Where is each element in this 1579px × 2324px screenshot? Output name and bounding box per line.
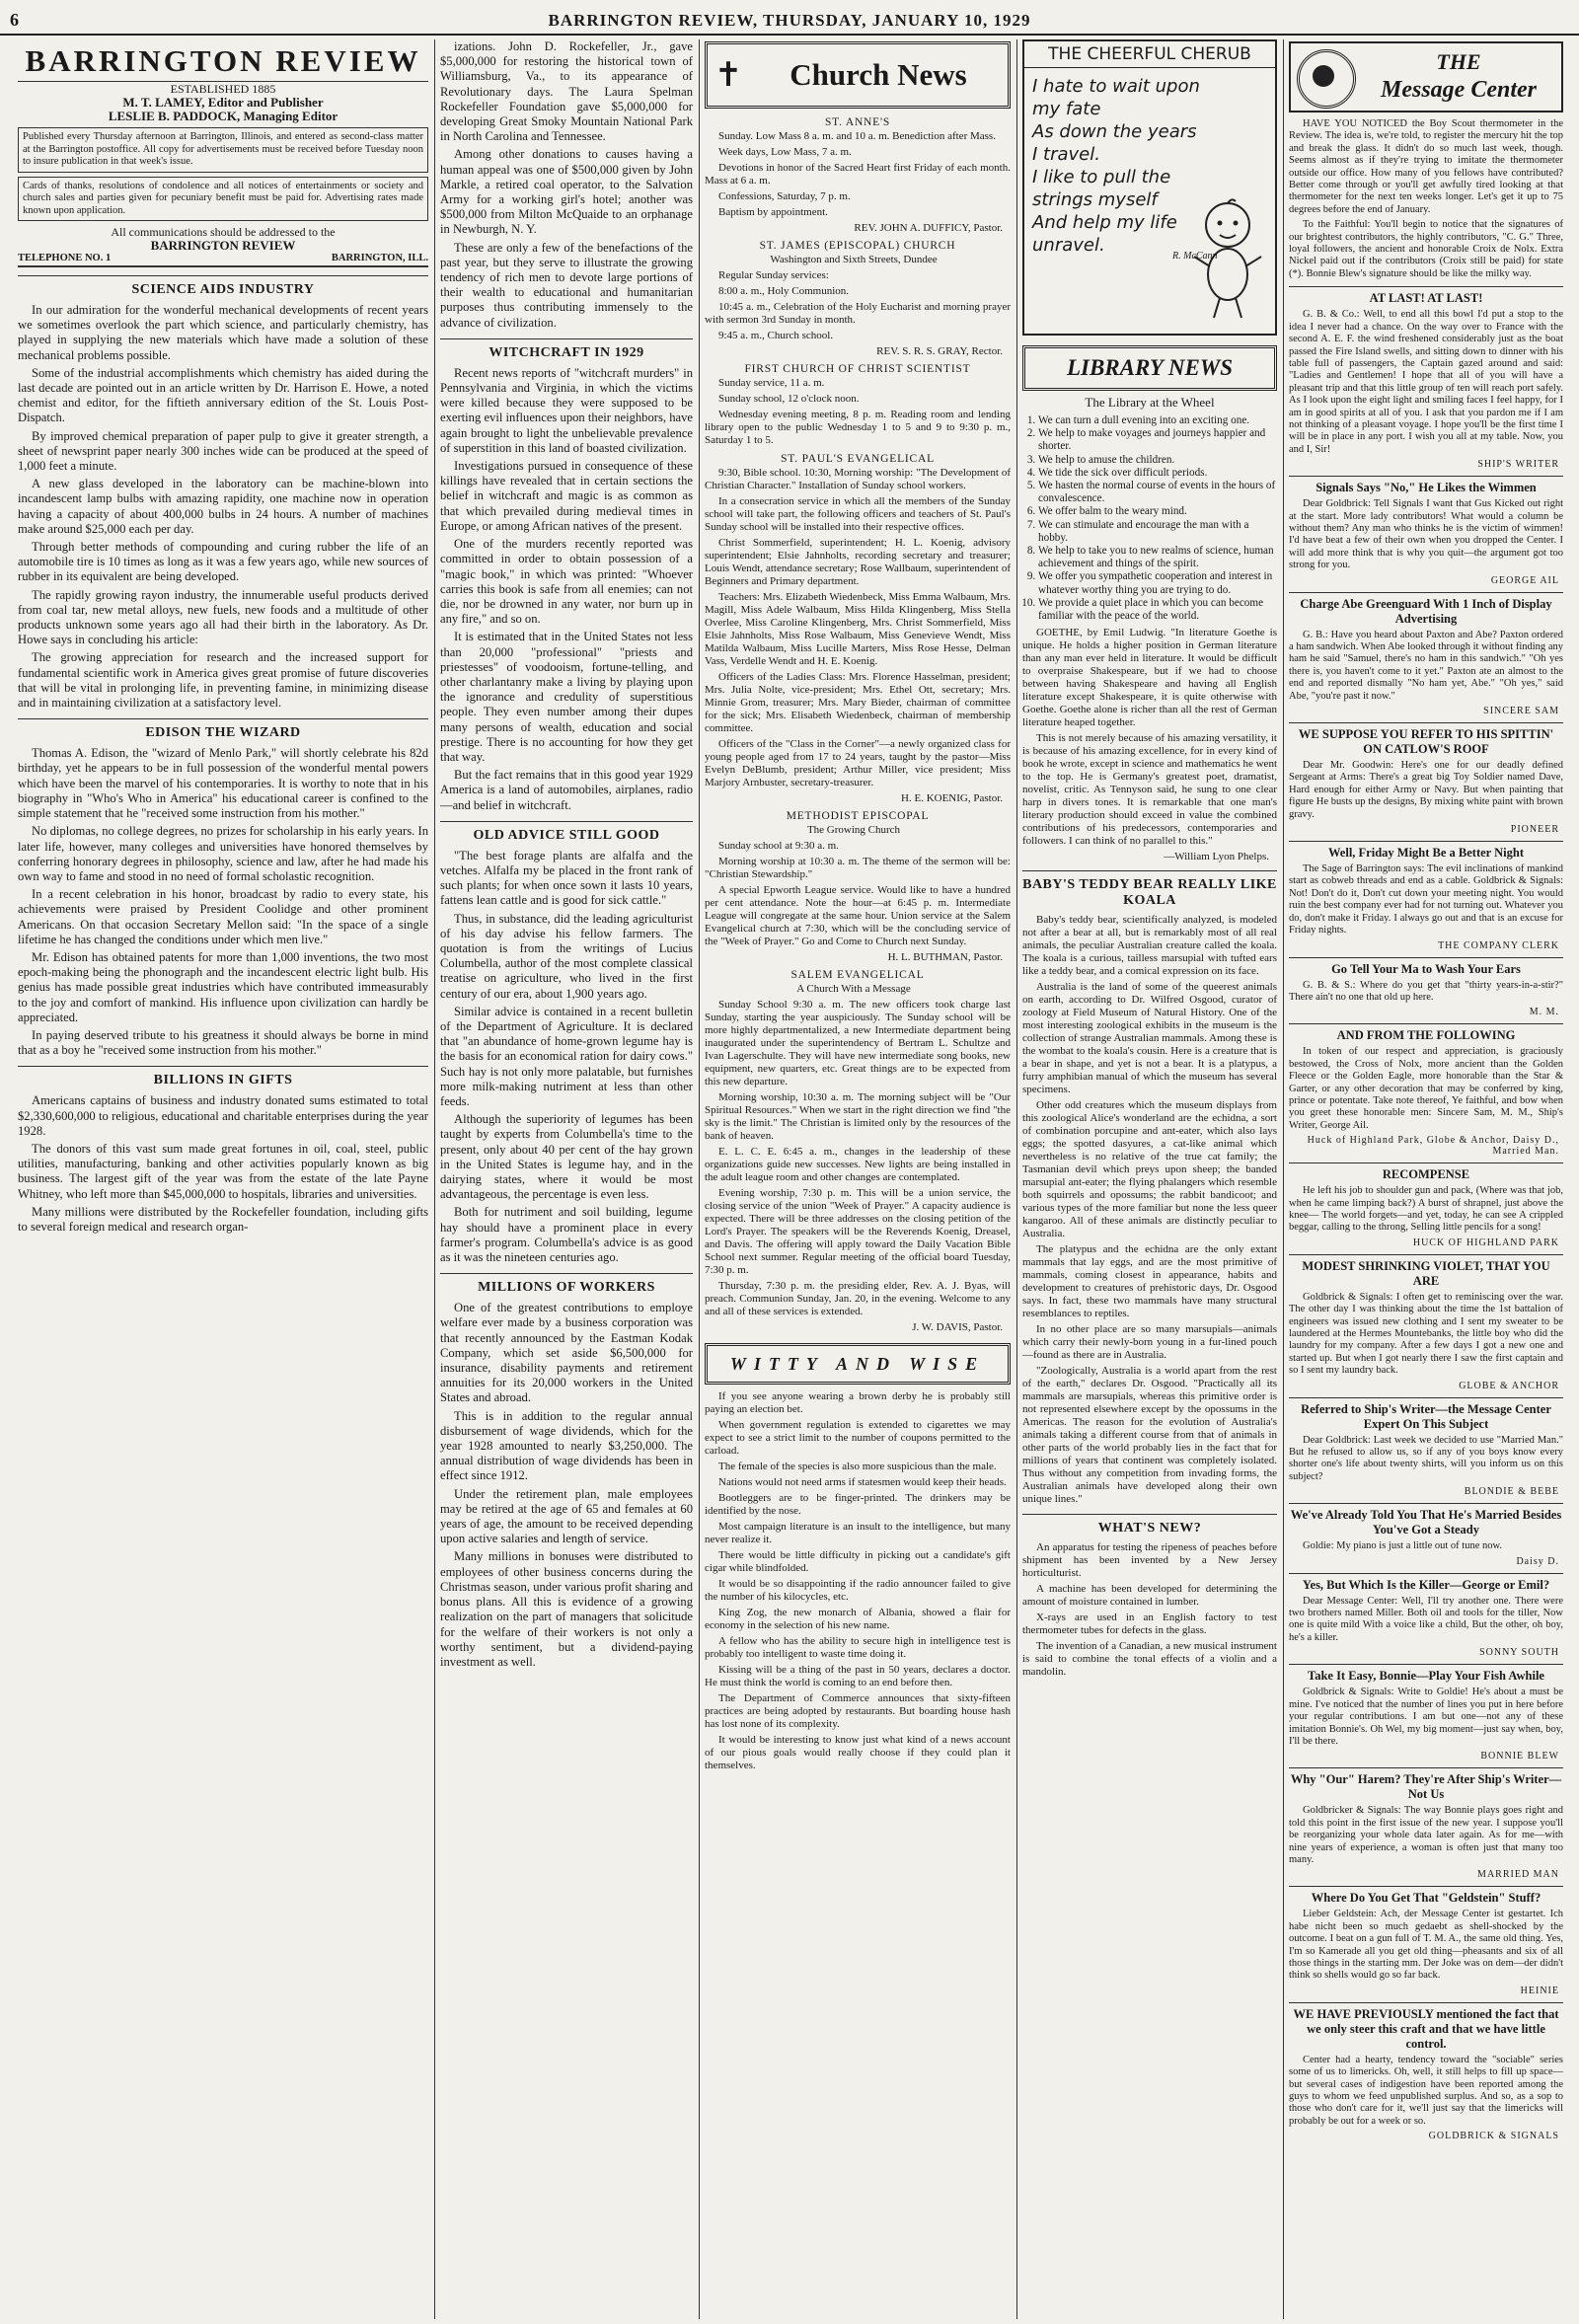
entry-headline: Why "Our" Harem? They're After Ship's Writer—Not Us bbox=[1289, 1767, 1563, 1802]
cherub-verse bbox=[1032, 75, 1200, 257]
church-news-header bbox=[705, 41, 1011, 109]
edison-article bbox=[18, 746, 428, 1058]
entry-headline: Go Tell Your Ma to Wash Your Ears bbox=[1289, 957, 1563, 977]
witchcraft-headline: WITCHCRAFT IN 1929 bbox=[440, 338, 693, 361]
paragraph: Christ Sommerfield, superintendent; H. L. Koenig, advisory superintendent; Elsie Jahnholts, recording secretary and treasurer; Louis Wendt, attendance secretary; Rose Wallbaum, superintendent of Beginners and Primary department. bbox=[705, 537, 1011, 587]
paragraph: Some of the industrial accomplishments which chemistry has aided during the last decade are pointed out in an article written by Dr. Harrison E. Howe, a noted chemist and editor, for the fiftieth anniversary edition of the St. Louis Post-Dispatch. bbox=[18, 365, 428, 425]
paragraph: When government regulation is extended to cigarettes we may expect to see a strict limit to the number of coupons permitted to the carload. bbox=[705, 1419, 1011, 1457]
paragraph: Although the superiority of legumes has been taught by experts from Columbella's time to the present, only about 40 per cent of the hay grown in the United States is legume hay, and in the dairying states, where it would be most advantageous, the percentage is even less. bbox=[440, 1112, 693, 1202]
paragraph: This is not merely because of his amazing versatility, it is because of his amazing excellence, for in every kind of book he wrote, except in science and mathematics he went to the top. He is Germany's greatest poet, dramatist, novelist, critic. As Tennyson said, he sung to one clear harp in divers tones. It is remarkable that one man's literary production should exceed in value the combined contributions of his predecessors, contemporaries and followers. I can think of no parallel to this." bbox=[1022, 732, 1277, 848]
paragraph: Confessions, Saturday, 7 p. m. bbox=[718, 190, 851, 202]
paragraph: Most campaign literature is an insult to the intelligence, but many never realize it. bbox=[705, 1521, 1011, 1545]
paragraph: Nations would not need arms if statesmen would keep their heads. bbox=[718, 1476, 1007, 1488]
paragraph: But the fact remains that in this good year 1929 America is a land of automobiles, airplanes, radio—and belief in witchcraft. bbox=[440, 768, 693, 812]
paragraph: Thursday, 7:30 p. m. the presiding elder, Rev. A. J. Byas, will preach. Communion Sunday, Jan. 20, in the evening. Welcome to any and all of these services is extended. bbox=[705, 1280, 1011, 1317]
methodist-pastor: H. L. BUTHMAN, Pastor. bbox=[887, 951, 1003, 963]
paragraph: The donors of this vast sum made great fortunes in oil, coal, steel, public utilities, manufacturing, banking and other activities popularly known as big business. The largest gift of the year was from the estate of the late Payne Whitney, who left more than $45,000,000 to hospitals, libraries and universities. bbox=[18, 1141, 428, 1201]
contact-line bbox=[18, 253, 428, 267]
paragraph: Sunday School 9:30 a. m. The new officers took charge last Sunday, starting the year auspiciously. The Sunday school will be more highly departmentalized, a new Intermediate department being inaugurated under the superintendency of Bertram L. Schultze and Ivan Lagerschulte. They will have new intermediate song books, new equipment, new quarters, etc. Great things are to be expected from this new departure. bbox=[705, 999, 1011, 1087]
entry-body: G. B.: Have you heard about Paxton and Abe? Paxton ordered a ham sandwich. When Abe looked through it without finding any ham he said "Samuel, there's no ham in this sandwich." "Oh yes there is, you haven't come to it yet." Paxton ate an almost to the end and reported dismally "No ham yet, Abe." "Oh yes," said Abe, "you're past it now." bbox=[1289, 629, 1563, 702]
gifts-article bbox=[18, 1093, 428, 1235]
entry-headline: Referred to Ship's Writer—the Message Center Expert On This Subject bbox=[1289, 1397, 1563, 1432]
paragraph: 10:45 a. m., Celebration of the Holy Eucharist and morning prayer with sermon 3rd Sunday in month. bbox=[705, 301, 1011, 326]
message-center-title-1: THE bbox=[1436, 49, 1481, 74]
page-folio bbox=[0, 8, 1579, 36]
cheerful-cherub-title: THE CHEERFUL CHERUB bbox=[1024, 41, 1275, 68]
entry-signature: HEINIE bbox=[1520, 1985, 1559, 1996]
whats-new-headline: WHAT'S NEW? bbox=[1022, 1514, 1277, 1537]
list-item: 7. We can stimulate and encourage the man with a hobby. bbox=[1038, 519, 1277, 545]
paragraph: If you see anyone wearing a brown derby he is probably still paying an election bet. bbox=[705, 1390, 1011, 1415]
paragraph: "The best forage plants are alfalfa and the vetches. Alfalfa my be placed in the front rank of such plants; for when once sown it lasts 10 years, fattens lean cattle and is good for sick cattle." bbox=[440, 848, 693, 908]
cherub-signature: R. McCann bbox=[1172, 251, 1218, 262]
entry-signature: PIONEER bbox=[1510, 824, 1559, 836]
list-item: 2. We help to make voyages and journeys happier and shorter. bbox=[1038, 427, 1277, 453]
paragraph: Among other donations to causes having a human appeal was one of $500,000 given by John Markle, a retired coal operator, to the Salvation Army for a working girl's hotel; another was $500,000 from Milton McQuaide to an orphanage in Newburgh, N. Y. bbox=[440, 147, 693, 237]
column-2 bbox=[434, 39, 699, 2319]
paragraph: It would be interesting to know just what kind of a news account of our pious goals would really choose if they could plan it themselves. bbox=[705, 1734, 1011, 1771]
entry-body: Goldbricker & Signals: The way Bonnie plays goes right and told this point in the first issue of the new year. I suppose you'll be reorganizing your whole data later again. As for me—with nine years of experience, a woman is often just that many too many. bbox=[1289, 1805, 1563, 1865]
entry-headline: Signals Says "No," He Likes the Wimmen bbox=[1289, 476, 1563, 495]
telephone: TELEPHONE NO. 1 bbox=[18, 253, 112, 263]
paragraph: Morning worship, 10:30 a. m. The morning subject will be "Our Spiritual Resources." When we start in the right direction we find "the sky is the limit." The Christian is limited only by the resources of the bank of heaven. bbox=[705, 1091, 1011, 1142]
entry-headline: AND FROM THE FOLLOWING bbox=[1289, 1023, 1563, 1043]
entry-signature: Daisy D. bbox=[1516, 1555, 1559, 1567]
paragraph: It is estimated that in the United States not less than 20,000 "professional" "priests and priestesses" of voodooism, fortune-telling, and other charlantanry make a living by playing upon the ignorance and credulity of superstitious people. They even number among their dupes many persons of wealth, education and social prestige. There is no accounting for how they get that way. bbox=[440, 630, 693, 764]
st-james-location: Washington and Sixth Streets, Dundee bbox=[770, 254, 938, 265]
paragraph: Morning worship at 10:30 a. m. The theme of the sermon will be: "Christian Stewardship." bbox=[705, 856, 1011, 880]
publication-notice: Published every Thursday afternoon at Barrington, Illinois, and entered as second-class matter at the Barrington postoffice. All copy for advertisements must be received before Tuesday noon to insure publication in that week's issue. bbox=[18, 127, 428, 173]
entry-signature: GEORGE AIL bbox=[1490, 574, 1559, 586]
witchcraft-article bbox=[440, 366, 693, 813]
library-news-header: LIBRARY NEWS bbox=[1022, 345, 1277, 391]
cheerful-cherub-box bbox=[1022, 39, 1277, 336]
masthead-title: BARRINGTON REVIEW bbox=[18, 39, 428, 82]
paragraph: X-rays are used in an English factory to test thermometer tubes for defects in the glass. bbox=[1022, 1612, 1277, 1637]
message-center-header bbox=[1289, 41, 1563, 112]
advice-headline: OLD ADVICE STILL GOOD bbox=[440, 821, 693, 844]
paragraph: Devotions in honor of the Sacred Heart first Friday of each month. Mass at 6 a. m. bbox=[705, 162, 1011, 187]
entry-headline: AT LAST! AT LAST! bbox=[1289, 286, 1563, 306]
verse-line: I hate to wait upon bbox=[1032, 76, 1200, 97]
paragraph: Under the retirement plan, male employees may be retired at the age of 65 and females at 60 years of age, the amount to be received depending upon active salaries and length of service. bbox=[440, 1486, 693, 1546]
list-item: 4. We tide the sick over difficult periods. bbox=[1038, 467, 1277, 480]
entry-headline: Yes, But Which Is the Killer—George or Emil? bbox=[1289, 1573, 1563, 1593]
paragraph: It would be so disappointing if the radio announcer failed to give the number of his kilocycles, etc. bbox=[705, 1578, 1011, 1603]
st-annes-heading: ST. ANNE'S bbox=[824, 116, 891, 128]
advertising-rates: Cards of thanks, resolutions of condolence and all notices of entertainments or society and church sales and parties given for pecuniary benefit must be paid for. Advertising rates made known upon application. bbox=[18, 177, 428, 222]
entry-body: Dear Goldbrick: Tell Signals I want that Gus Kicked out right at the start. More lady contributors! What would a column be without them? Any man who thinks he is the victim of wimmen! I'd have beat a few of their own when you dropped the Center. I will add more think that is why you quit—the argument got too strong for you. bbox=[1289, 498, 1563, 571]
koala-article bbox=[1022, 914, 1277, 1506]
paragraph: In no other place are so many marsupials—animals which carry their newly-born young in a fur-lined pouch—found as there are in Australia. bbox=[1022, 1323, 1277, 1362]
page-number: 6 bbox=[10, 10, 20, 30]
entry-headline: RECOMPENSE bbox=[1289, 1162, 1563, 1182]
paragraph: Investigations pursued in consequence of these killings have revealed that in certain sections the belief in witchcraft and magic is as common as that which prevailed during medieval times in Europe, or among African natives of the present. bbox=[440, 459, 693, 533]
st-pauls-pastor: H. E. KOENIG, Pastor. bbox=[901, 792, 1003, 804]
st-annes-pastor: REV. JOHN A. DUFFICY, Pastor. bbox=[854, 222, 1003, 234]
paragraph: Officers of the Ladies Class: Mrs. Florence Hasselman, president; Mrs. Julia Nolte, vice-president; Mrs. Ethel Ott, secretary; Mrs. Minnie Grom, treasurer; Mrs. Mary Bieder, chairman of committee for the sick; Mrs. Elisabeth Wiedenbeck, chairman of membership committee. bbox=[705, 671, 1011, 734]
goethe-review bbox=[1022, 627, 1277, 848]
entry-signature: GLOBE & ANCHOR bbox=[1459, 1380, 1559, 1391]
paragraph: Thus, in substance, did the leading agriculturist of his day advise his fellow farmers. The quotation is from the writings of Lucius Columbella, author of the most complete classical treatise on agriculture, who lived in the first century of our era, about 1,900 years ago. bbox=[440, 911, 693, 1001]
paragraph: In a recent celebration in his honor, broadcast by radio to every state, his achievements were praised by President Coolidge and other prominent Americans. On that occasion Secretary Mellon said: "In the space of a single lifetime he has changed the conditions under which men live." bbox=[18, 887, 428, 946]
paragraph: One of the greatest contributions to employe welfare ever made by a business corporation was that recently announced by the Eastman Kodak Company, which set aside $6,500,000 for insurance, disability payments and retirement annuities for its 20,000 workers in the United States and abroad. bbox=[440, 1301, 693, 1405]
paragraph: Other odd creatures which the museum displays from this zoological Alice's wonderland are the echidna, a sort of combination porcupine and ant-eater, which also lays eggs; the spotted dasyures, a cat-like animal which nevertheless is no relative of the true cat family; the Tasmanian devil which preys upon sheep; the banded marsupial ant-eater; the flying phalangers which resemble both squirrels and opossums; the rabbit bandicoot; and various types of the more familiar but none the less queer kangaroo. All of these animals are distinctly peculiar to Australia. bbox=[1022, 1099, 1277, 1240]
methodist-subheading: The Growing Church bbox=[806, 824, 901, 836]
whats-new-items bbox=[1022, 1541, 1277, 1679]
verse-line: And help my life bbox=[1032, 212, 1177, 233]
paragraph: Americans captains of business and industry donated sums estimated to total $2,330,600,000 to religious, educational and charitable enterprises during the year 1928. bbox=[18, 1093, 428, 1138]
seal-icon bbox=[1297, 49, 1356, 109]
gifts-article-continued bbox=[440, 39, 693, 331]
paragraph: Baby's teddy bear, scientifically analyzed, is modeled not after a bear at all, but is remarkably most of all real animals, the peculiar Australian creature called the koala. The koala is a curious, tailless marsupial with tufted ears like a teddy bear, and a comical expression on its face. bbox=[1022, 914, 1277, 978]
address-name: BARRINGTON REVIEW bbox=[150, 238, 296, 253]
entry-headline: WE HAVE PREVIOUSLY mentioned the fact that we only steer this craft and that we have little control. bbox=[1289, 2002, 1563, 2052]
paragraph: There would be little difficulty in picking out a candidate's gift cigar while blindfolded. bbox=[705, 1549, 1011, 1574]
paragraph: The growing appreciation for research and the increased support for fundamental scientific work in America gives great promise of future discoveries that will be vital in prolonging life, in preventing famine, in minimizing disease and in maintaining civilization at a satisfactory level. bbox=[18, 650, 428, 711]
paragraph: A fellow who has the ability to secure high in intelligence test is probably too intelligent to waste time doing it. bbox=[705, 1635, 1011, 1660]
paragraph: A machine has been developed for determining the amount of moisture contained in lumber. bbox=[1022, 1583, 1277, 1609]
paragraph: The platypus and the echidna are the only extant mammals that lay eggs, and are the most primitive of mammals, coming closest in appearance, habits and development to creatures of prehistoric days, Dr. Osgood says. In fact, these two mammals have many structural resemblances to reptiles. bbox=[1022, 1243, 1277, 1320]
entry-headline: Where Do You Get That "Geldstein" Stuff? bbox=[1289, 1886, 1563, 1906]
paragraph: The rapidly growing rayon industry, the innumerable useful products derived from coal tar, new metal alloys, new fuels, new foods and a multitude of other products unknown some years ago all had their birth in the laboratory. As Dr. Howe says in concluding his article: bbox=[18, 587, 428, 647]
paragraph: In paying deserved tribute to his greatness it should always be borne in mind that as a boy he "received some instruction from his mother." bbox=[18, 1027, 428, 1058]
christ-scientist-notice bbox=[705, 377, 1011, 447]
verse-line: I travel. bbox=[1032, 144, 1100, 165]
witty-and-wise-items bbox=[705, 1390, 1011, 1772]
christ-scientist-heading: FIRST CHURCH OF CHRIST SCIENTIST bbox=[744, 363, 971, 375]
column-4 bbox=[1016, 39, 1283, 2319]
paragraph: "Zoologically, Australia is a world apart from the rest of the earth," declares Dr. Osgood. "Practically all its mammals are marsupials, whereas this primitive order is not represented elsewhere except by the opossums in the Americas. The reason for the evolution of Australia's animals taking a different course from that of animals in other parts of the world probably lies in the fact that for millions of years that continent was completely isolated. Thus without any competition from invading forms, the Australian animals have developed along their own unique lines." bbox=[1022, 1365, 1277, 1506]
paragraph: 9:30, Bible school. 10:30, Morning worship: "The Development of Christian Character." Installation of Sunday school workers. bbox=[705, 467, 1011, 491]
entry-headline: We've Already Told You That He's Married Besides You've Got a Steady bbox=[1289, 1503, 1563, 1537]
paragraph: Evening worship, 7:30 p. m. This will be a union service, the closing service of the union "Week of Prayer." A capacity audience is expected. There will be three addresses on the closing petition of the Lord's Prayer. The speakers will be the Reverends Koenig, Dreasel, and Davis. The offering will apply toward the Daily Vacation Bible School next summer. Regular meeting of the official board Tuesday, 7:30 p. m. bbox=[705, 1187, 1011, 1276]
list-item: 8. We help to take you to new realms of science, human achievement and things of the spirit. bbox=[1038, 545, 1277, 570]
paragraph: A special Epworth League service. Would like to have a hundred per cent attendance. Note the hour—at 6:45 p. m. Intermediate League will congregate at the same hour. Union service at the Salem Evangelical church at 7:30, which will be the concluding service of the "Week of Prayer." Go and Come to Church next Sunday. bbox=[705, 884, 1011, 947]
entry-body: G. B. & S.: Where do you get that "thirty years-in-a-stir?" There ain't no one that old up here. bbox=[1289, 979, 1563, 1003]
entry-body: Goldbrick & Signals: I often get to reminiscing over the war. The other day I was thinking about the time the 1st battalion of engineers was issued new clothing and I sent my sweater to be laundered at the Hermes Mountebanks, the little boy who did the laundry for my company. After a few days I got a new one and started up. But when I got nearly there I saw the first captain and so I sent my laundry back. bbox=[1289, 1291, 1563, 1377]
salem-notice bbox=[705, 999, 1011, 1318]
entry-signature: THE COMPANY CLERK bbox=[1438, 939, 1559, 951]
science-article bbox=[18, 303, 428, 711]
column-1 bbox=[12, 39, 434, 2319]
paragraph: Bootleggers are to be finger-printed. The drinkers may be identified by the nose. bbox=[705, 1492, 1011, 1517]
paragraph: Similar advice is contained in a recent bulletin of the Department of Agriculture. It is declared that "an abundance of home-grown legume hay is the basis for an economical ration for dairy cows." Such hay is not only more palatable, but furnishes more milk-making nutriment at less than other feeds. bbox=[440, 1004, 693, 1108]
paragraph: To the Faithful: You'll begin to notice that the signatures of our brightest contributors, the highly contributors, "C. G." Three, loyal followers, the ancient and honorable Croix de Nolx. Extra Nickel paid out if the contributors (Croix still be paid) for state (*). Bonnie Blew's signature should be like the milky way. bbox=[1289, 219, 1563, 279]
entry-signature: M. M. bbox=[1529, 1007, 1559, 1018]
advice-article bbox=[440, 849, 693, 1265]
church-news-title: Church News bbox=[790, 57, 967, 92]
paragraph: izations. John D. Rockefeller, Jr., gave $5,000,000 for restoring the historical town of Williamsburg, Va., to its appearance of Revolutionary days. The Laura Spelman Rockefeller Foundation gave $5,000,000 for developing Great Smoky Mountain National Park in North Carolina and Tennessee. bbox=[440, 39, 693, 144]
st-james-notice bbox=[705, 269, 1011, 342]
list-item: 5. We hasten the normal course of events in the hours of convalescence. bbox=[1038, 480, 1277, 505]
methodist-notice bbox=[705, 840, 1011, 948]
entry-body: Dear Goldbrick: Last week we decided to use "Married Man." But he refused to allow us, so if any of you boys know every shorter one's life about twenty shirts, will you inform us on this subject? bbox=[1289, 1434, 1563, 1482]
workers-article bbox=[440, 1301, 693, 1670]
verse-line: As down the years bbox=[1032, 121, 1197, 142]
entry-body: Goldbrick & Signals: Write to Goldie! He's about a must be mine. I've noticed that the number of lines you put in here before your regular contributions. I am but one—not any of these imitation Bonnie's. Oh Wel, my big moment—just say when, boy, I'll be there. bbox=[1289, 1687, 1563, 1747]
entry-body: In token of our respect and appreciation, is graciously bestowed, the Cross of Nolx, more ancient than the Golden Fleece or the Golden Eagle, more honorable than the Star & Garter, or any other decoration that may be conferred by king, prince or potentate. Take note thereof, Ye faithful, and bow when you greet these honorable men: Sincere Sam, M. M., Ship's Writer, George Ail. bbox=[1289, 1046, 1563, 1131]
paragraph: Many millions in bonuses were distributed to employees of other business concerns during the Christmas season, under various profit sharing and bonus plans. All this is evidence of a growing realization on the part of managers that solicitude for the welfare of their workers is not only a worthy sentiment, but a dividend-paying investment as well. bbox=[440, 1549, 693, 1669]
paragraph: Week days, Low Mass, 7 a. m. bbox=[718, 146, 852, 158]
entry-headline: Take It Easy, Bonnie—Play Your Fish Awhile bbox=[1289, 1664, 1563, 1684]
paragraph: Australia is the land of some of the queerest animals on earth, according to Dr. Wilfred Osgood, curator of zoology at Field Museum of Natural History. One of the most interesting zoological exhibits in the museum is the collection of strange Australian mammals. Among these is the wombat to the koala's cousin. Here is a creature that is a bear in shape, and yet is not a bear. It is a platypus, a furry amphibian manual of which the museum has several specimens. bbox=[1022, 981, 1277, 1096]
column-3 bbox=[699, 39, 1016, 2319]
koala-headline: BABY'S TEDDY BEAR REALLY LIKE KOALA bbox=[1022, 870, 1277, 909]
science-headline: SCIENCE AIDS INDUSTRY bbox=[18, 275, 428, 298]
gifts-headline: BILLIONS IN GIFTS bbox=[18, 1066, 428, 1088]
paragraph: No diplomas, no college degrees, no prizes for scholarship in his early years. In later life, however, many colleges and universities have honored themselves by conferring honorary degrees in philosophy, science and law, after he had made his own way to fame and stood in no need of formal scholastic recognition. bbox=[18, 824, 428, 883]
paragraph: GOETHE, by Emil Ludwig. "In literature Goethe is unique. He holds a higher position in German literature than any man ever held in literature. It would be difficult to overpraise Shakespeare, but if we had to choose between having Shakespeare and having all English literature except Shakespeare, it is quite otherwise with Goethe. Goethe alone is richer than all the rest of German literature heaped together. bbox=[1022, 627, 1277, 729]
list-item: 1. We can turn a dull evening into an exciting one. bbox=[1038, 414, 1277, 427]
salem-subheading: A Church With a Message bbox=[796, 983, 911, 995]
paragraph: This is in addition to the regular annual disbursement of wage dividends, which for the year 1928 amounted to nearly $3,250,000. The annual distribution of wage dividends has been in effect since 1912. bbox=[440, 1408, 693, 1483]
entry-signature: Huck of Highland Park, Globe & Anchor, Daisy D., Married Man. bbox=[1307, 1135, 1559, 1158]
verse-line: unravel. bbox=[1032, 235, 1105, 256]
verse-line: I like to pull the bbox=[1032, 167, 1171, 187]
list-item: 9. We offer you sympathetic cooperation and interest in whatever worthy thing you are trying to do. bbox=[1038, 570, 1277, 596]
paragraph: Wednesday evening meeting, 8 p. m. Reading room and lending library open to the public Wednesday 1 to 5 and 9 to 9:30 p. m., Saturday 1 to 5. bbox=[705, 409, 1011, 446]
entry-signature: HUCK OF HIGHLAND PARK bbox=[1412, 1237, 1559, 1248]
salem-pastor: J. W. DAVIS, Pastor. bbox=[912, 1321, 1003, 1333]
entry-signature: SONNY SOUTH bbox=[1479, 1647, 1559, 1659]
message-center-title-2: Message Center bbox=[1381, 77, 1537, 103]
workers-headline: MILLIONS OF WORKERS bbox=[440, 1273, 693, 1296]
paragraph: Recent news reports of "witchcraft murders" in Pennsylvania and Virginia, in which the victims were killed because they were supposed to be exerting evil influences upon their neighbors, have again brought to light the unbelievable prevalence of superstition in this land of boasted civilization. bbox=[440, 365, 693, 455]
paragraph: The invention of a Canadian, a new musical instrument is said to combine the tonal effects of a violin and a mandolin. bbox=[1022, 1640, 1277, 1679]
paragraph: In our admiration for the wonderful mechanical developments of recent years we sometimes overlook the part which science, and particularly chemistry, has played in supplying the new materials which have made a solution of these mechanical problems possible. bbox=[18, 303, 428, 362]
paragraph: The female of the species is also more suspicious than the male. bbox=[718, 1461, 997, 1472]
masthead-editor: M. T. LAMEY, Editor and Publisher bbox=[122, 95, 324, 110]
paragraph: Through better methods of compounding and curing rubber the life of an automobile tire is 10 times as long as it was a few years ago, while new sources of rubber in its equivalent are being developed. bbox=[18, 540, 428, 584]
paragraph: A new glass developed in the laboratory can be machine-blown into incandescent lamp bulbs with amazing rapidity, one machine now in operation having a capacity of about 400,000 bulbs in 24 hours. A number of machines make around $25,000 each per day. bbox=[18, 477, 428, 536]
st-james-heading: ST. JAMES (EPISCOPAL) CHURCH bbox=[759, 240, 956, 252]
paragraph: Regular Sunday services: bbox=[718, 269, 829, 281]
message-center-intro bbox=[1289, 118, 1563, 280]
address-line: All communications should be addressed to the bbox=[111, 225, 336, 239]
edison-headline: EDISON THE WIZARD bbox=[18, 718, 428, 741]
list-item: 3. We help to amuse the children. bbox=[1038, 454, 1277, 467]
paragraph: Mr. Edison has obtained patents for more than 1,000 inventions, the two most epoch-making being the phonograph and the incandescent electric light bulb. His genius has made possible great industries which have contributed immeasurably to the joy and comfort of mankind. His influence upon civilization can hardly be appreciated. bbox=[18, 949, 428, 1024]
entry-signature: SHIP'S WRITER bbox=[1477, 459, 1559, 471]
masthead-managing-editor: LESLIE B. PADDOCK, Managing Editor bbox=[108, 109, 338, 123]
entry-body: The Sage of Barrington says: The evil inclinations of mankind start as cobweb threads and end as a cable. Goldbrick & Signals: Not! Don't do it, Don't cut down your meeting night. You would ruin the best company ever had for not turning out. Whatever you do, don't make it Friday. I always go out and that is an excuse for Friday nights. bbox=[1289, 863, 1563, 937]
paragraph: Sunday school at 9:30 a. m. bbox=[718, 840, 839, 852]
paragraph: Baptism by appointment. bbox=[718, 206, 828, 218]
paragraph: One of the murders recently reported was committed in order to obtain possession of a "magic book," in which was printed: "Whoever carries this book is safe from all enemies; can not die, nor be drowned in any water, nor burn up in any fire," and so on. bbox=[440, 537, 693, 627]
paragraph: Sunday. Low Mass 8 a. m. and 10 a. m. Benediction after Mass. bbox=[718, 130, 996, 142]
entry-body: He left his job to shoulder gun and pack, (Where was that job, when he came limping back?) A burst of shrapnel, just above the knee— The world forgets—and yet, today, he can see A crippled beggar, calling to the throng, Selling little pencils for a song! bbox=[1289, 1185, 1563, 1234]
st-annes-notice bbox=[705, 130, 1011, 219]
paragraph: Officers of the "Class in the Corner"—a newly organized class for young people aged from 17 to 24 years, taught by the pastor—Miss Evelyn DeBlumb, president; Arthur Miller, vice president; Miss Marjory Arnbuster, secretary-treasurer. bbox=[705, 738, 1011, 788]
paragraph: 8:00 a. m., Holy Communion. bbox=[718, 285, 849, 297]
entry-headline: MODEST SHRINKING VIOLET, THAT YOU ARE bbox=[1289, 1254, 1563, 1289]
entry-headline: Well, Friday Might Be a Better Night bbox=[1289, 841, 1563, 861]
paragraph: Sunday school, 12 o'clock noon. bbox=[718, 393, 860, 405]
entry-signature: BLONDIE & BEBE bbox=[1464, 1486, 1559, 1498]
library-subheading: The Library at the Wheel bbox=[1085, 395, 1215, 410]
review-signature: —William Lyon Phelps. bbox=[1164, 851, 1269, 863]
message-center-entries bbox=[1289, 286, 1563, 2141]
entry-headline: Charge Abe Greenguard With 1 Inch of Display Advertising bbox=[1289, 592, 1563, 627]
list-item: 10. We provide a quiet place in which you can become familiar with the peace of the world. bbox=[1038, 597, 1277, 623]
running-head: BARRINGTON REVIEW, THURSDAY, JANUARY 10, 1929 bbox=[548, 11, 1031, 30]
paragraph: 9:45 a. m., Church school. bbox=[718, 330, 834, 341]
paragraph: These are only a few of the benefactions of the past year, but they serve to illustrate the growing tendency of rich men to devote large portions of their wealth to educational and humanitarian purposes thus contributing immensely to the advance of civilization. bbox=[440, 240, 693, 330]
entry-body: Dear Message Center: Well, I'll try another one. There were two brothers named Miller. Both oil and tools for the tiller, Now one is quite mild With a voice like a child, But the other, oh boy, he's a killer. bbox=[1289, 1595, 1563, 1643]
entry-signature: BONNIE BLEW bbox=[1480, 1751, 1559, 1762]
paragraph: E. L. C. E. 6:45 a. m., changes in the leadership of these organizations guide new successes. New lights are being installed in the adult league room and other changes are contemplated. bbox=[705, 1146, 1011, 1183]
paragraph: HAVE YOU NOTICED the Boy Scout thermometer in the Review. The idea is, we're told, to register the mercury hit the top and break the glass. It didn't do so much last week, though. Seems almost as if they're trying to imitate the thermometer outside our office. How many of you fellows have contributed? Better come through or you'll get awfully tired looking at that thermometer for the next ten weeks longer. Let's get it up to 75 degrees before the end of January. bbox=[1289, 118, 1563, 215]
entry-body: Lieber Geldstein: Ach, der Message Center ist gestartet. Ich habe nicht been so much gedaebt as shell-shocked by the outcome. I beat on a gun full of T. M. A., the same old thing. Yes, I'm so Kamerade all you get old thing—pheasants and six of all those things in the starting mm. Der Joke was on dem—der didn't think so shells would go so far back. bbox=[1289, 1909, 1563, 1982]
st-james-rector: REV. S. R. S. GRAY, Rector. bbox=[876, 345, 1003, 357]
entry-signature: SINCERE SAM bbox=[1483, 706, 1559, 717]
entry-body: Goldie: My piano is just a little out of tune now. bbox=[1303, 1540, 1503, 1552]
paragraph: Kissing will be a thing of the past in 50 years, declares a doctor. He must think the world is coming to an end before then. bbox=[705, 1664, 1011, 1688]
paragraph: Both for nutriment and soil building, legume hay should have a prominent place in every farmer's program. Columbella's advice is as good as it was the nineteen centuries ago. bbox=[440, 1205, 693, 1265]
paragraph: In a consecration service in which all the members of the Sunday school will take part, the following officers and teachers of St. Paul's Sunday school will be installed into their respective offices. bbox=[705, 495, 1011, 533]
witty-and-wise-header: WITTY AND WISE bbox=[705, 1343, 1011, 1385]
st-pauls-heading: ST. PAUL'S EVANGELICAL bbox=[781, 453, 935, 465]
st-pauls-notice bbox=[705, 467, 1011, 789]
paragraph: Many millions were distributed by the Rockefeller foundation, including gifts to several foreign medical and research organ- bbox=[18, 1204, 428, 1234]
salem-heading: SALEM EVANGELICAL bbox=[790, 969, 925, 981]
verse-line: strings myself bbox=[1032, 189, 1158, 210]
entry-body: Center had a hearty, tendency toward the "sociable" series some of us to limericks. Oh, well, it still helps to fill up space—but several cases of indigestion have been reported among the guys to whom we feed unpublished surplus. And so, as a sop to those who don't care for it, we'll just say that the limericks will probably be out for a week or so. bbox=[1289, 2054, 1563, 2127]
city: BARRINGTON, ILL. bbox=[331, 253, 428, 263]
methodist-heading: METHODIST EPISCOPAL bbox=[786, 810, 930, 822]
paragraph: Thomas A. Edison, the "wizard of Menlo Park," will shortly celebrate his 82d birthday, yet he appears to be in full possession of the wonderful mental powers which have been the marvel of his contemporaries. It is worthy to note that in his biography in "Who's Who in America" his educational career is confined to the simple statement that he "received some instruction from his mother." bbox=[18, 746, 428, 821]
verse-line: my fate bbox=[1032, 99, 1101, 119]
list-item: 6. We offer balm to the weary mind. bbox=[1038, 505, 1277, 518]
library-list bbox=[1022, 414, 1277, 623]
masthead-established: ESTABLISHED 1885 bbox=[170, 82, 276, 96]
paragraph: Sunday service, 11 a. m. bbox=[718, 377, 825, 389]
paragraph: By improved chemical preparation of paper pulp to give it greater strength, a sheet of newsprint paper nearly 300 inches wide can be produced at the speed of 1,000 feet a minute. bbox=[18, 428, 428, 474]
column-5 bbox=[1283, 39, 1569, 2319]
paragraph: The Department of Commerce announces that sixty-fifteen practices are being adopted by restaurants. But boarding house hash has lost none of its complexity. bbox=[705, 1692, 1011, 1730]
entry-body: Dear Mr. Goodwin: Here's one for our deadly defined Sergeant at Arms: There's a great big Toy Soldier named Dave, Hard enough for either Army or Navy. But when painting that figure He busts up the designs, By mixing white paint with brown gravy. bbox=[1289, 760, 1563, 820]
entry-headline: WE SUPPOSE YOU REFER TO HIS SPITTIN' ON CATLOW'S ROOF bbox=[1289, 722, 1563, 757]
paragraph: King Zog, the new monarch of Albania, showed a flair for economy in the selection of his new name. bbox=[705, 1607, 1011, 1631]
paragraph: Teachers: Mrs. Elizabeth Wiedenbeck, Miss Emma Walbaum, Mrs. Magill, Miss Adele Walbaum, Miss Hilda Klingenberg, Miss Stella Overlee, Miss Caroline Klingenberg, Mrs. Christ Sommerfield, Miss Elsie Jahnholts, Miss Rose Walbaum, Miss Genevieve Wendt, Miss Matilda Walbaum, Miss Lucille Marters, Miss Rose Hesse, Delman Vass, Verdelle Wendt and H. E. Koenig. bbox=[705, 591, 1011, 667]
paragraph: An apparatus for testing the ripeness of peaches before shipment has been invented by a New Jersey horticulturist. bbox=[1022, 1541, 1277, 1580]
entry-body: G. B. & Co.: Well, to end all this bowl I'd put a stop to the idea I never had a chance. On the way over to France with the second A. E. F. the wind freshened considerably just as the boat passed the Fire Island swells, and sitting down to dinner with his table full of passengers, the Captain gazed around and said: "Ladies and Gentlemen! I hope that all of you will have a pleasant trip and that this little group of ten will reach port safely. As I look upon the eight light and smiling faces I feel happy, for I am in good spirits at all of you. I ask that you pardon me if I am not thinking of a pleasant voyage. I hope you'll be the first time I will be in place in any port. I wish you all at my table. Now, you and I, Sir! bbox=[1289, 309, 1563, 455]
entry-signature: MARRIED MAN bbox=[1477, 1869, 1559, 1881]
entry-signature: GOLDBRICK & SIGNALS bbox=[1428, 2131, 1559, 2142]
cross-icon: ✝ bbox=[714, 57, 743, 94]
